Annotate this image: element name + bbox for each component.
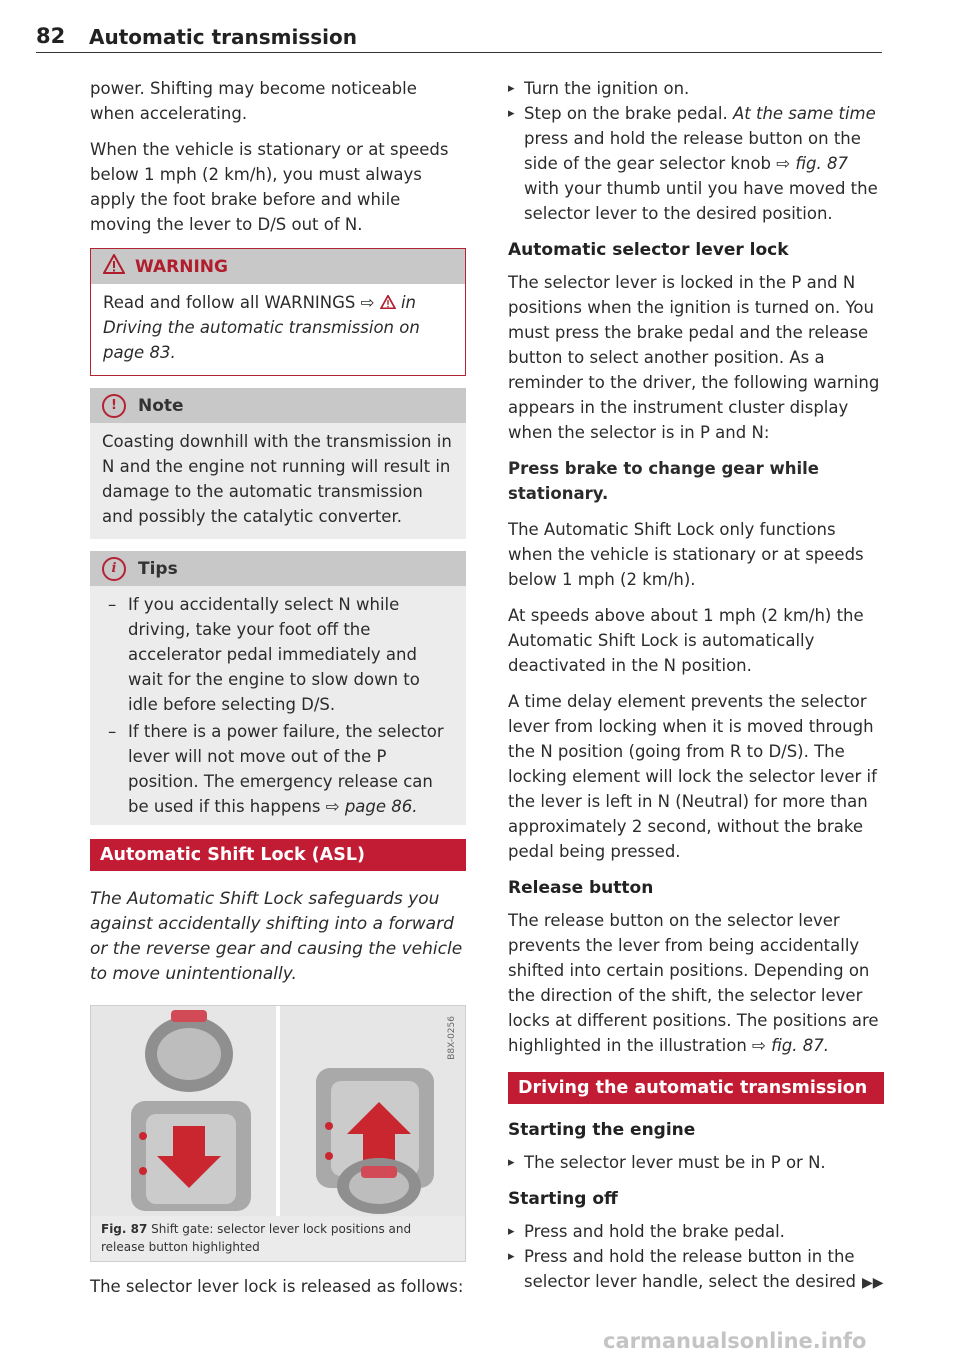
section-heading-asl: Automatic Shift Lock (ASL) [90, 839, 466, 871]
left-column [90, 76, 466, 1310]
figure-reference-link[interactable]: fig. 87 [795, 154, 848, 173]
chapter-title: Automatic transmission [89, 25, 357, 49]
figure-code: B8X-0256 [447, 1016, 457, 1060]
step-item: ▸ Press and hold the release button in the selector lever handle, select the desired [508, 1244, 884, 1294]
paragraph: At speeds above about 1 mph (2 km/h) the Automatic Shift Lock is automatically deactivated in the N position. [508, 606, 864, 675]
page-reference-link[interactable]: page 86. [344, 797, 418, 816]
note-body [90, 423, 466, 539]
section-intro: The Automatic Shift Lock safeguards you against accidentally shifting into a forward or the reverse gear and causing the vehicle to move unintentionally. [90, 889, 463, 984]
warning-triangle-small-icon [380, 293, 396, 312]
tips-item: – If there is a power failure, the selector lever will not move out of the P position. The emergency release can be used if this happens ⇨ page 86. [102, 719, 454, 819]
warning-triangle-icon [103, 254, 125, 279]
subheading-release-button: Release button [508, 878, 654, 898]
cluster-message: Press brake to change gear while stationary. [508, 459, 819, 503]
step-item: ▸ The selector lever must be in P or N. [508, 1150, 884, 1175]
right-column [508, 76, 884, 1305]
continue-arrow-icon: ▶▶ [862, 1275, 884, 1291]
note-text: Coasting downhill with the transmission in N and the engine not running will result in damage to the automatic transmission and possibly the catalytic converter. [102, 432, 452, 526]
paragraph: The Automatic Shift Lock only functions when the vehicle is stationary or at speeds below 1 mph (2 km/h). [508, 520, 864, 589]
figure-caption [101, 1220, 451, 1256]
note-header [90, 388, 466, 423]
page-header [36, 22, 882, 53]
subheading-selector-lock: Automatic selector lever lock [508, 240, 789, 260]
paragraph: power. Shifting may become noticeable when accelerating. [90, 79, 417, 123]
note-box [90, 388, 466, 539]
info-icon: i [102, 557, 126, 581]
figure-reference-link[interactable]: fig. 87. [771, 1036, 829, 1055]
step-item: ▸ Step on the brake pedal. At the same time press and hold the release button on the side of the gear selector knob ⇨ fig. 87 with your thumb until you have moved the selector lever to the desired position. [508, 101, 884, 226]
figure-caption-text: Shift gate: selector lever lock positions and release button highlighted [101, 1222, 412, 1254]
shift-gate-illustration [91, 1006, 465, 1216]
note-title: Note [138, 395, 184, 416]
figure-87 [90, 1005, 466, 1262]
section-heading-driving: Driving the automatic transmission [508, 1072, 884, 1104]
tips-item: – If you accidentally select N while driving, take your foot off the accelerator pedal immediately and wait for the engine to slow down to idle before selecting D/S. [102, 592, 454, 717]
subheading-starting-engine: Starting the engine [508, 1120, 696, 1140]
warning-title: WARNING [135, 256, 228, 277]
start-steps [508, 1150, 884, 1175]
release-steps [508, 76, 884, 226]
paragraph: The selector lever lock is released as follows: [90, 1277, 464, 1296]
watermark: carmanualsonline.info [603, 1329, 867, 1353]
warning-box [90, 248, 466, 376]
tips-header [90, 551, 466, 586]
warning-body [91, 284, 465, 375]
warning-reference-link[interactable]: in Driving the automatic transmission on page 83. [103, 293, 420, 362]
paragraph: A time delay element prevents the selector lever from locking when it is moved through the N position (going from R to D/S). The locking element will lock the selector lever if the lever is left in N (Neutral) for more than approximately 2 second, without the brake pedal being pressed. [508, 692, 877, 861]
paragraph: The release button on the selector lever prevents the lever from being accidentally shifted into certain positions. Depending on the direction of the shift, the selector lever locks at different positions. The positions are highlighted in the illustration ⇨ fig. 87. [508, 911, 879, 1055]
step-item: ▸ Turn the ignition on. [508, 76, 884, 101]
starting-off-steps [508, 1219, 884, 1294]
exclamation-icon: ! [102, 394, 126, 418]
tips-title: Tips [138, 558, 178, 579]
tips-body [90, 586, 466, 825]
step-item: ▸ Press and hold the brake pedal. [508, 1219, 884, 1244]
paragraph: The selector lever is locked in the P and N positions when the ignition is turned on. You must press the brake pedal and the release button to select another position. As a reminder to the driver, the following warning appears in the instrument cluster display when the selector is in P and N: [508, 273, 880, 442]
paragraph: When the vehicle is stationary or at speeds below 1 mph (2 km/h), you must always apply the foot brake before and while moving the lever to D/S out of N. [90, 140, 449, 234]
figure-label: Fig. 87 [101, 1222, 148, 1236]
warning-header [91, 249, 465, 284]
page-number: 82 [36, 24, 66, 48]
tips-box [90, 551, 466, 825]
subheading-starting-off: Starting off [508, 1189, 618, 1209]
warning-text: Read and follow all WARNINGS ⇨ [103, 293, 375, 312]
